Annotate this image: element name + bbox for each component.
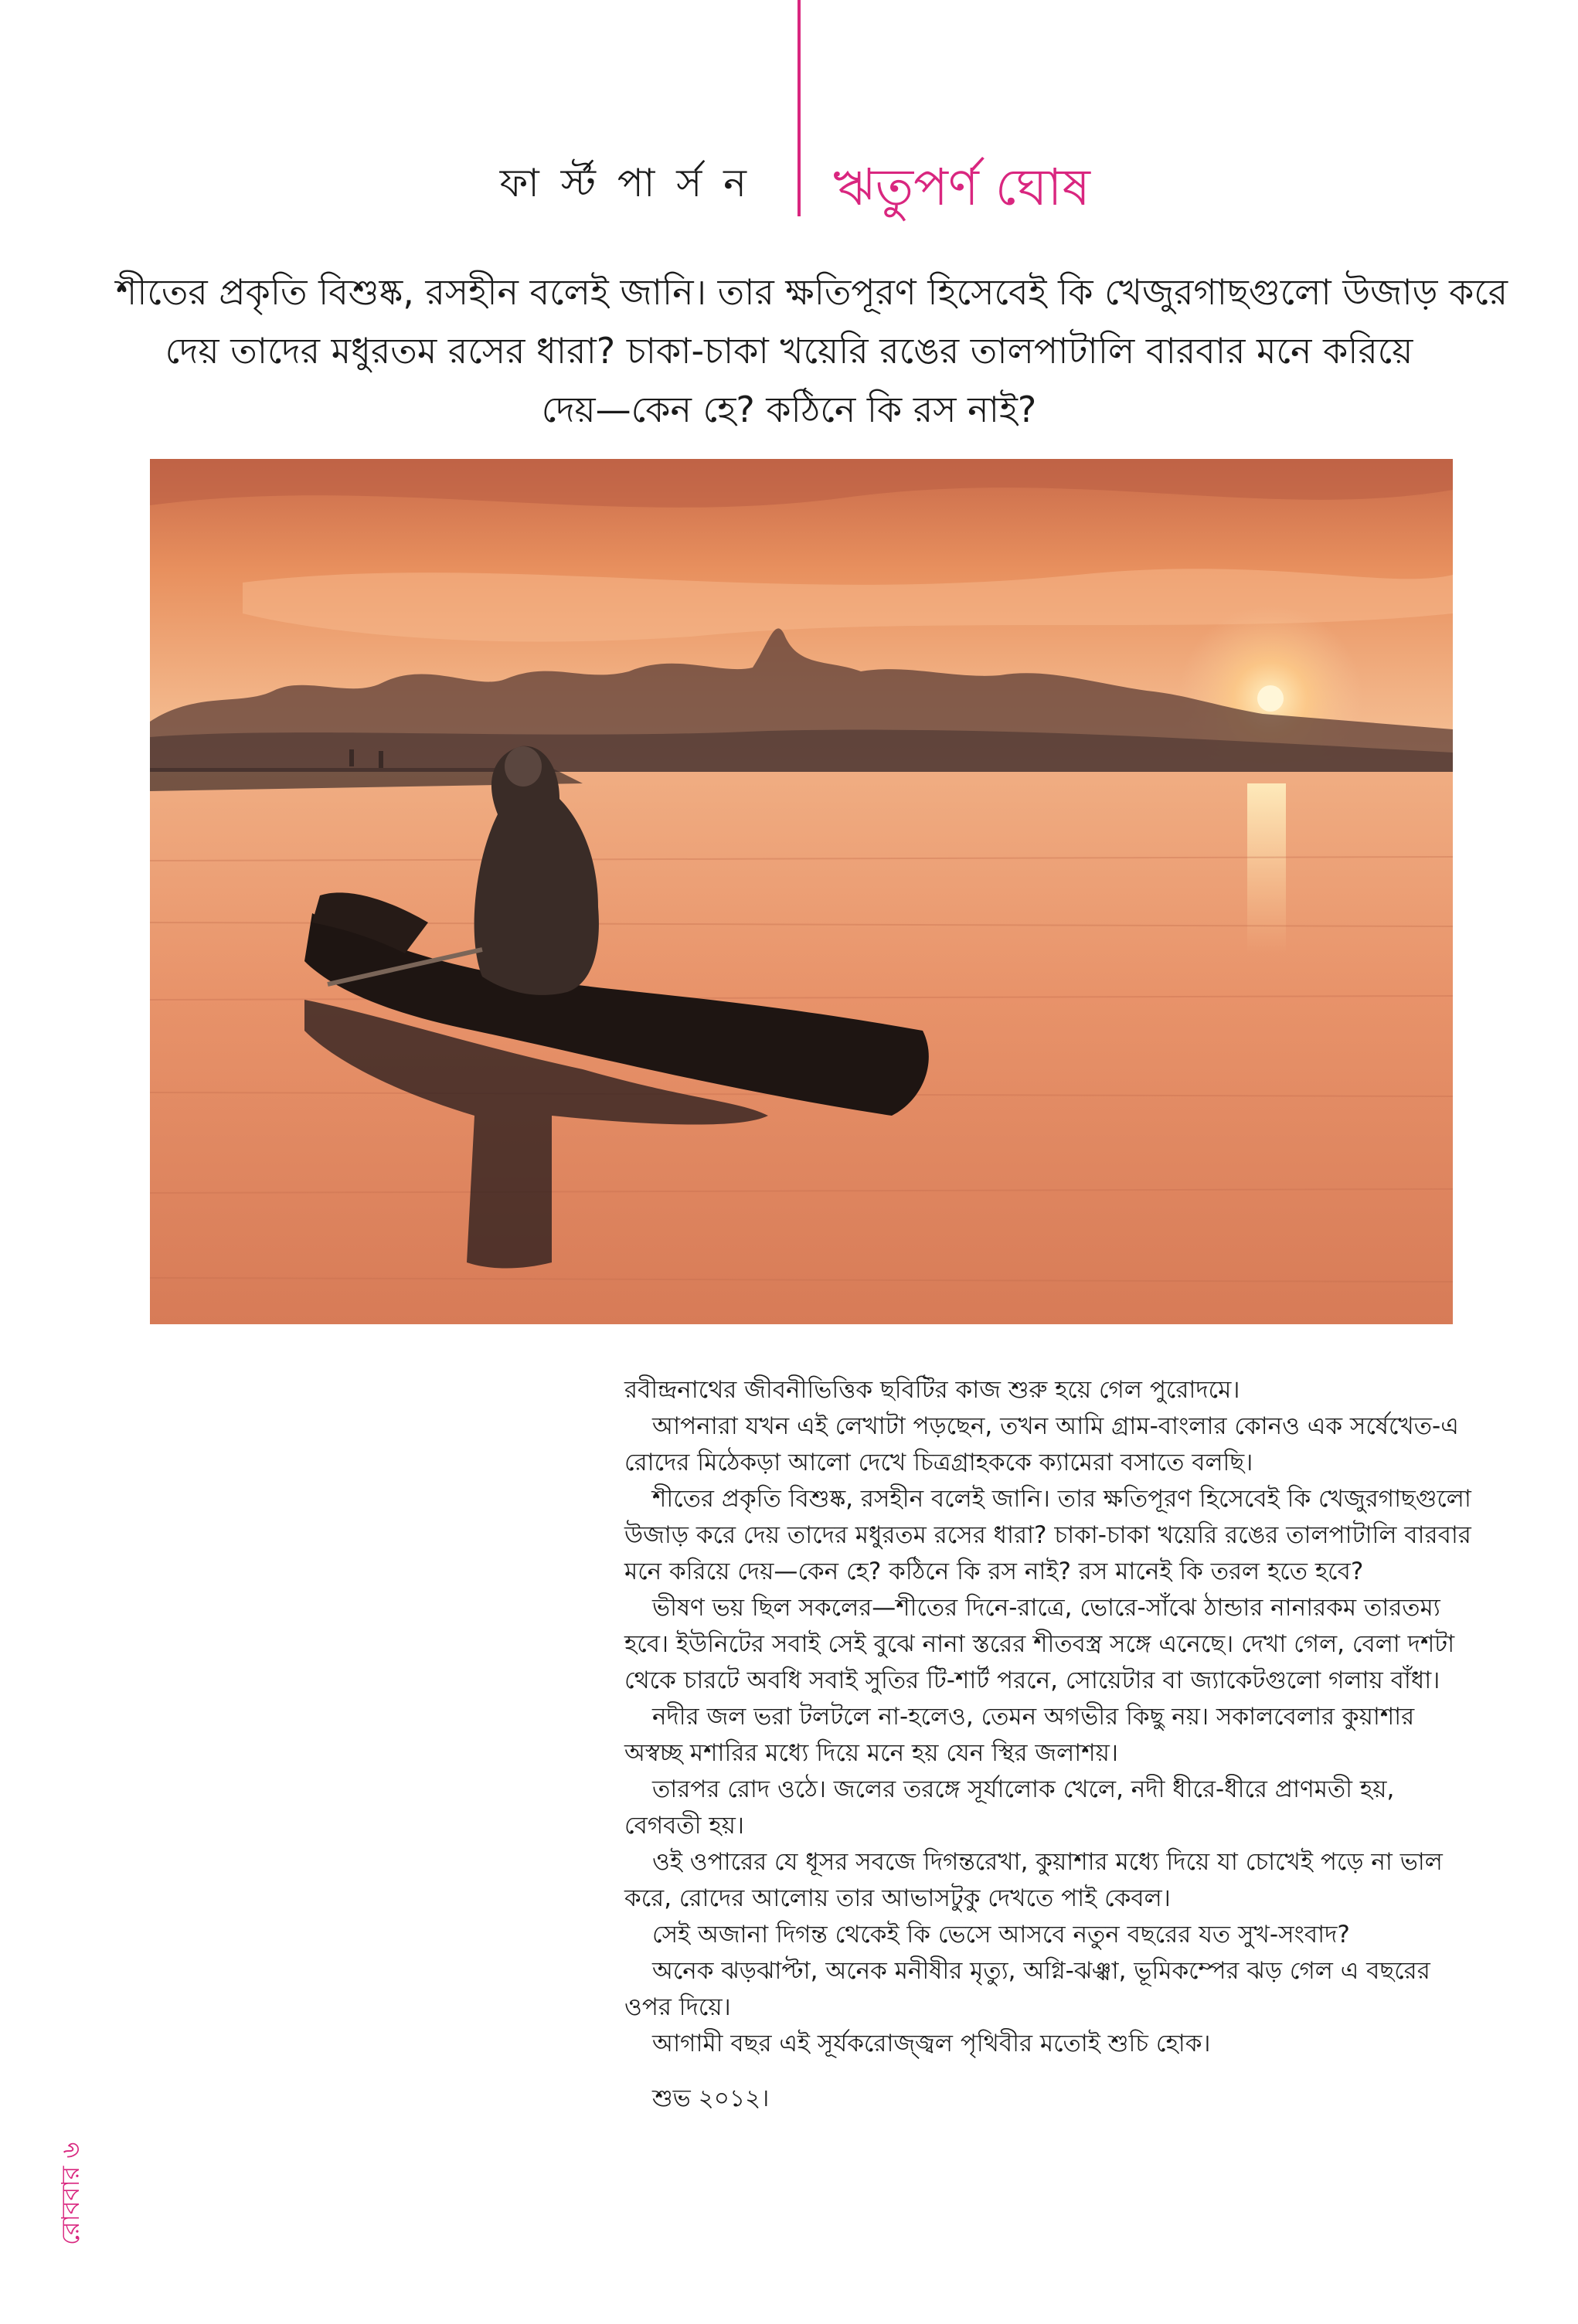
column-label: ফা র্স্ট পা র্স ন — [499, 161, 751, 206]
article-paragraph: শীতের প্রকৃতি বিশুষ্ক, রসহীন বলেই জানি। তার ক্ষতিপূরণ হিসেবেই কি খেজুরগাছগুলো উজাড় করে দেয় তাদের মধুরতম রসের ধারা? চাকা-চাকা খয়েরি রঙের তালপাটালি বারবার মনে করিয়ে দেয়—কেন হে? কঠিনে কি রস নাই? রস মানেই কি তরল হতে হবে? — [624, 1485, 1471, 1585]
article-paragraph: তারপর রোদ ওঠে। জলের তরঙ্গে সূর্যালোক খেলে, নদী ধীরে-ধীরে প্রাণমতী হয়, বেগবতী হয়। — [624, 1775, 1395, 1840]
article-paragraph: রবীন্দ্রনাথের জীবনীভিত্তিক ছবিটির কাজ শুরু হয়ে গেল পুরোদমে। — [624, 1376, 1240, 1404]
article-paragraph: ভীষণ ভয় ছিল সকলের—শীতের দিনে-রাত্রে, ভোরে-সাঁঝে ঠান্ডার নানারকম তারতম্য হবে। ইউনিটের সবাই সেই বুঝে নানা স্তরের শীতবস্ত্র সঙ্গে এনেছে। দেখা গেল, বেলা দশটা থেকে চারটে অবধি সবাই সুতির টি-শার্ট পরনে, সোয়েটার বা জ্যাকেটগুলো গলায় বাঁধা। — [624, 1594, 1455, 1694]
article-paragraph: ওই ওপারের যে ধূসর সবজে দিগন্তরেখা, কুয়াশার মধ্যে দিয়ে যা চোখেই পড়ে না ভাল করে, রোদের আলোয় তার আভাসটুকু দেখতে পাই কেবল। — [624, 1848, 1443, 1912]
sunset-boat-photo — [150, 459, 1453, 1324]
sunset-boat-illustration — [150, 459, 1453, 1324]
header-divider-line — [798, 0, 801, 216]
intro-quote-line: শীতের প্রকৃতি বিশুষ্ক, রসহীন বলেই জানি। তার ক্ষতিপূরণ হিসেবেই কি খেজুরগাছগুলো উজাড় করে — [116, 271, 1508, 313]
author-name: ঋতুপর্ণ ঘোষ — [833, 158, 1090, 217]
intro-quote-line: দেয়—কেন হে? কঠিনে কি রস নাই? — [541, 389, 1037, 430]
article-body — [624, 1372, 1474, 2117]
article-paragraph: আপনারা যখন এই লেখাটা পড়ছেন, তখন আমি গ্রাম-বাংলার কোনও এক সর্ষেখেত-এ রোদের মিঠেকড়া আলো দেখে চিত্রগ্রাহককে ক্যামেরা বসাতে বলছি। — [624, 1412, 1459, 1476]
article-paragraph: অনেক ঝড়ঝাপ্টা, অনেক মনীষীর মৃত্যু, অগ্নি-ঝঞ্ঝা, ভূমিকম্পের ঝড় গেল এ বছরের ওপর দিয়ে। — [624, 1957, 1430, 2021]
article-signoff: শুভ ২০১২। — [652, 2084, 770, 2112]
folio-text: রোববার ৬ — [56, 2142, 85, 2245]
article-paragraph: সেই অজানা দিগন্ত থেকেই কি ভেসে আসবে নতুন বছরের যত সুখ-সংবাদ? — [652, 1921, 1350, 1949]
article-paragraph: আগামী বছর এই সূর্যকরোজ্জ্বল পৃথিবীর মতোই শুচি হোক। — [652, 2030, 1211, 2057]
page-folio — [45, 2067, 91, 2245]
article-paragraph: নদীর জল ভরা টলটলে না-হলেও, তেমন অগভীর কিছু নয়। সকালবেলার কুয়াশার অস্বচ্ছ মশারির মধ্যে দিয়ে মনে হয় যেন স্থির জলাশয়। — [624, 1703, 1415, 1767]
intro-quote-line: দেয় তাদের মধুরতম রসের ধারা? চাকা-চাকা খয়েরি রঙের তালপাটালি বারবার মনে করিয়ে — [165, 330, 1413, 372]
intro-quote — [116, 263, 1508, 439]
